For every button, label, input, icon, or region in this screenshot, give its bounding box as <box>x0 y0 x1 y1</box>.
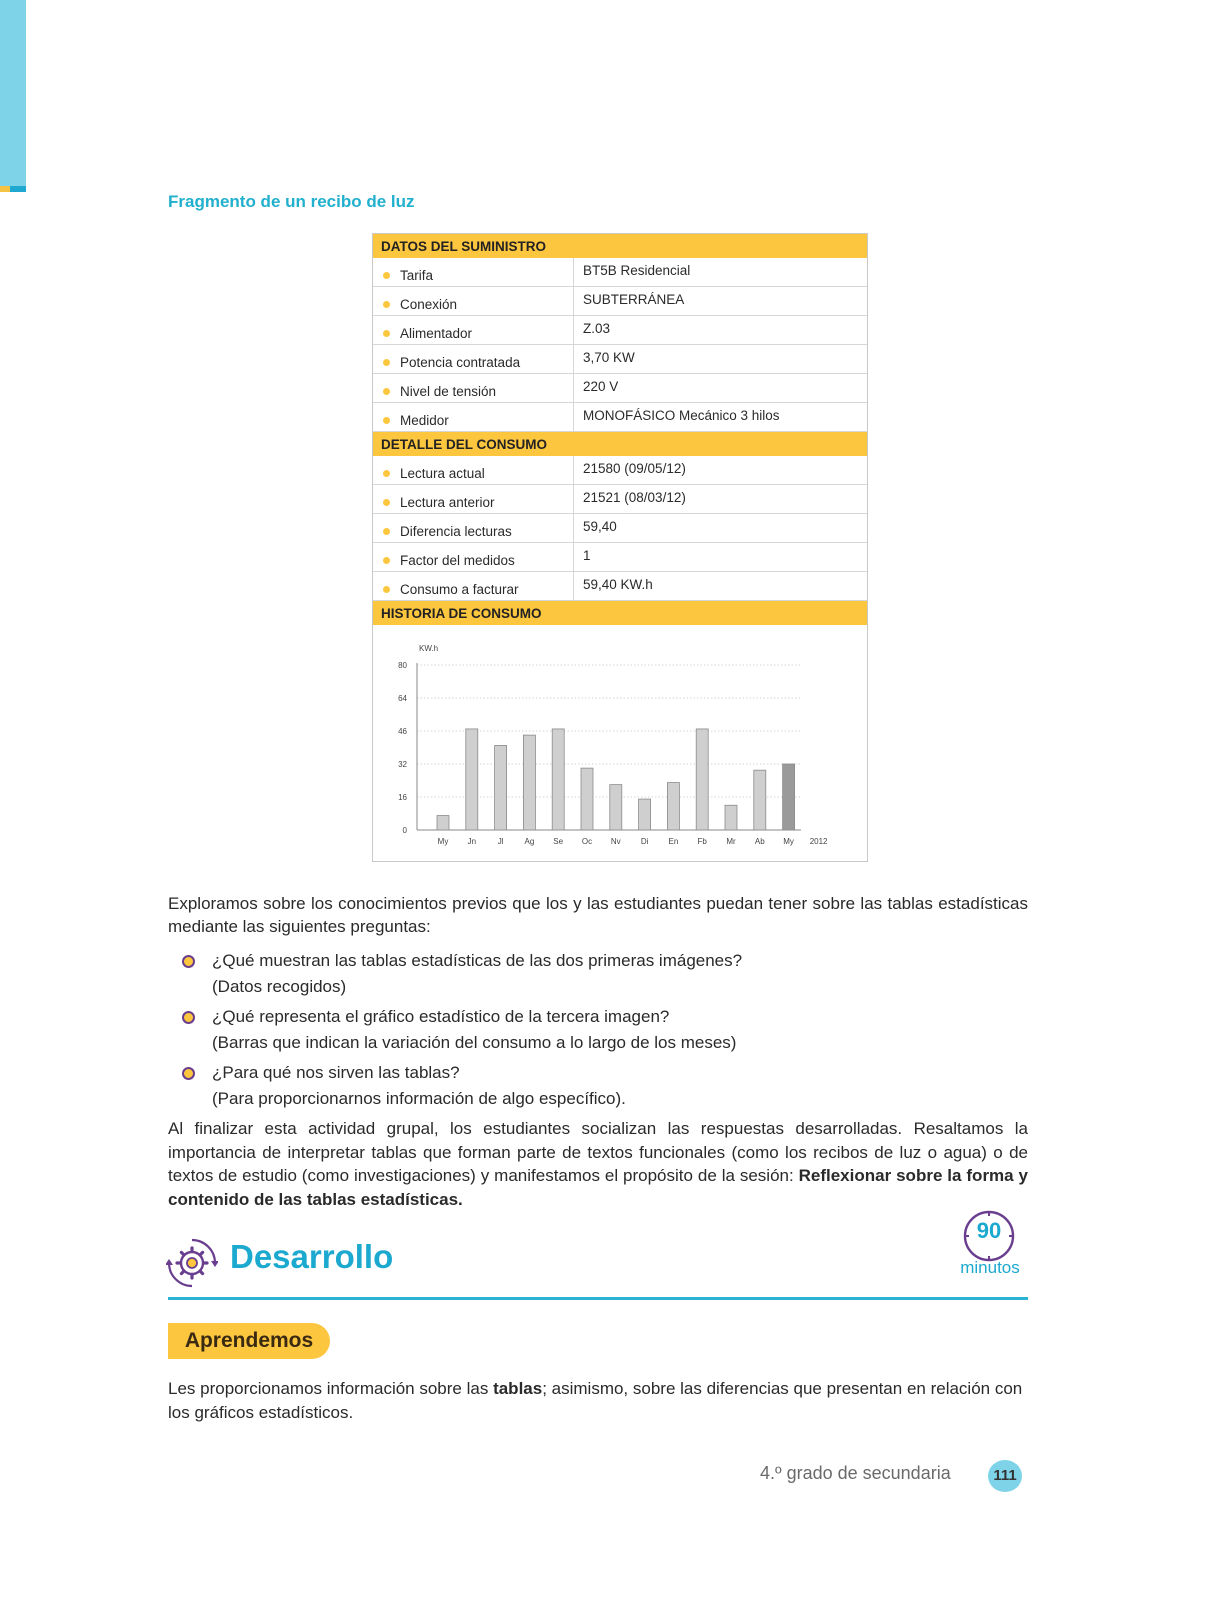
bar <box>437 816 449 830</box>
bar <box>667 783 679 830</box>
x-tick-label: Di <box>640 837 649 846</box>
supply-rows <box>373 258 867 432</box>
answer-text: (Para proporcionarnos información de algo específico). <box>212 1089 626 1108</box>
bar <box>696 729 708 830</box>
receipt-row <box>373 258 867 287</box>
receipt-row-value: 1 <box>583 548 591 563</box>
x-tick-label: En <box>668 837 679 846</box>
x-tick-label: Ag <box>524 837 535 846</box>
y-tick-label: 80 <box>398 661 407 670</box>
x-tick-label: Jn <box>467 837 477 846</box>
receipt-row-value: 59,40 <box>583 519 617 534</box>
y-tick-label: 64 <box>398 694 407 703</box>
bullet-icon <box>182 1067 195 1080</box>
receipt-row-value: BT5B Residencial <box>583 263 691 278</box>
timer-label: minutos <box>960 1258 1020 1277</box>
bar <box>552 729 564 830</box>
receipt-row <box>373 514 867 543</box>
receipt-label-text: Nivel de tensión <box>400 384 497 399</box>
receipt-row-value: 59,40 KW.h <box>583 577 653 592</box>
receipt-row <box>373 572 867 601</box>
bullet-icon <box>383 272 390 279</box>
receipt-row-label <box>373 287 574 315</box>
receipt-row <box>373 287 867 316</box>
y-tick-label: 32 <box>398 760 407 769</box>
question-item <box>180 1060 1020 1086</box>
receipt-row-label <box>373 345 574 373</box>
bar <box>610 785 622 830</box>
y-unit-label: KW.h <box>419 644 439 653</box>
consumption-history-chart <box>373 625 867 861</box>
section-divider <box>168 1297 1028 1300</box>
receipt-row-value: 21521 (08/03/12) <box>583 490 686 505</box>
receipt-row <box>373 543 867 572</box>
receipt-row-label <box>373 485 574 513</box>
receipt-label-text: Medidor <box>400 413 449 428</box>
x-tick-label: Jl <box>497 837 504 846</box>
page-number: 111 <box>988 1460 1022 1492</box>
electricity-receipt <box>372 233 868 862</box>
bar <box>523 735 535 830</box>
bar <box>495 745 507 830</box>
receipt-row-label <box>373 543 574 571</box>
receipt-row-label <box>373 572 574 600</box>
question-text: ¿Para qué nos sirven las tablas? <box>212 1063 460 1082</box>
aprendemos-text-2: ; asimismo, sobre las diferencias que presentan en relación con los gráficos estadísticos. <box>168 1379 1023 1422</box>
timer-minutes: 90 <box>976 1218 1002 1243</box>
gear-cycle-icon <box>166 1237 218 1289</box>
receipt-row-label <box>373 374 574 402</box>
receipt-row-label <box>373 258 574 286</box>
receipt-row-label <box>373 514 574 542</box>
bullet-icon <box>182 1011 195 1024</box>
bar <box>466 729 478 830</box>
x-tick-label: Fb <box>697 837 707 846</box>
bullet-icon <box>182 955 195 968</box>
receipt-row-value: 220 V <box>583 379 619 394</box>
intro-paragraph: Exploramos sobre los conocimientos previos que los y las estudiantes puedan tener sobre las tablas estadísticas mediante las siguientes preguntas: <box>168 894 1028 936</box>
y-tick-label: 16 <box>398 793 407 802</box>
answer-text: (Barras que indican la variación del consumo a lo largo de los meses) <box>212 1033 737 1052</box>
bullet-icon <box>383 586 390 593</box>
answer-text: (Datos recogidos) <box>212 977 347 996</box>
x-tick-label: My <box>783 837 794 846</box>
side-strip-accent-yellow <box>0 186 10 192</box>
y-tick-label: 46 <box>398 727 407 736</box>
closing-paragraph <box>168 1117 1028 1211</box>
section-header-history: HISTORIA DE CONSUMO <box>373 601 867 625</box>
section-header-supply: DATOS DEL SUMINISTRO <box>373 234 867 258</box>
receipt-row-label <box>373 316 574 344</box>
receipt-row-value: Z.03 <box>583 321 611 336</box>
receipt-row-label <box>373 456 574 484</box>
receipt-label-text: Lectura anterior <box>400 495 495 510</box>
receipt-label-text: Alimentador <box>400 326 473 341</box>
y-tick-label: 0 <box>402 826 407 835</box>
receipt-row <box>373 316 867 345</box>
bullet-icon <box>383 301 390 308</box>
receipt-row-value: SUBTERRÁNEA <box>583 292 685 307</box>
footer-grade: 4.º grado de secundaria <box>760 1463 951 1483</box>
closing-text: Al finalizar esta actividad grupal, los estudiantes socializan las respuestas desarrolladas. Resaltamos la importancia de interpretar tablas que forman parte de textos funcionales (como los recibos de luz o agua) o de textos de estudio (como investigaciones) y manifestamos el propósito de la sesión: <box>168 1119 1028 1185</box>
receipt-row-label <box>373 403 574 431</box>
bullet-icon <box>383 417 390 424</box>
bar-chart-svg <box>373 625 867 861</box>
receipt-label-text: Diferencia lecturas <box>400 524 512 539</box>
aprendemos-badge: Aprendemos <box>168 1323 330 1359</box>
fragment-title: Fragmento de un recibo de luz <box>168 192 415 211</box>
receipt-row-value: 21580 (09/05/12) <box>583 461 686 476</box>
receipt-row <box>373 456 867 485</box>
receipt-row <box>373 403 867 432</box>
question-text: ¿Qué muestran las tablas estadísticas de las dos primeras imágenes? <box>212 951 743 970</box>
receipt-row <box>373 374 867 403</box>
receipt-label-text: Consumo a facturar <box>400 582 519 597</box>
aprendemos-paragraph <box>168 1377 1028 1424</box>
x-tick-label: Nv <box>610 837 621 846</box>
receipt-label-text: Factor del medidos <box>400 553 515 568</box>
receipt-row <box>373 485 867 514</box>
receipt-label-text: Tarifa <box>400 268 434 283</box>
receipt-row <box>373 345 867 374</box>
bar <box>639 799 651 830</box>
receipt-row-value: 3,70 KW <box>583 350 635 365</box>
bar <box>581 768 593 830</box>
section-title: Desarrollo <box>230 1238 394 1275</box>
bullet-icon <box>383 470 390 477</box>
receipt-label-text: Conexión <box>400 297 458 312</box>
section-header-consumption: DETALLE DEL CONSUMO <box>373 432 867 456</box>
bar <box>725 805 737 830</box>
side-color-strip <box>0 0 26 186</box>
x-tick-label: Ab <box>754 837 765 846</box>
bullet-icon <box>383 388 390 395</box>
aprendemos-text-1: Les proporcionamos información sobre las <box>168 1379 494 1398</box>
bullet-icon <box>383 528 390 535</box>
receipt-label-text: Lectura actual <box>400 466 485 481</box>
bar <box>783 764 795 830</box>
bar <box>754 770 766 830</box>
session-purpose: Reflexionar sobre la forma y contenido de las tablas estadísticas. <box>168 1166 1028 1209</box>
aprendemos-bold: tablas <box>493 1379 543 1398</box>
question-list <box>180 948 1020 1116</box>
bullet-icon <box>383 557 390 564</box>
bullet-icon <box>383 499 390 506</box>
question-item <box>180 1004 1020 1030</box>
bullet-icon <box>383 330 390 337</box>
x-tick-label: Se <box>553 837 564 846</box>
x-tick-label: Mr <box>726 837 736 846</box>
receipt-row-value: MONOFÁSICO Mecánico 3 hilos <box>583 408 780 423</box>
x-tick-label: Oc <box>581 837 593 846</box>
x-tick-label: My <box>437 837 449 846</box>
receipt-label-text: Potencia contratada <box>400 355 521 370</box>
consumption-rows <box>373 456 867 601</box>
year-label: 2012 <box>809 837 828 846</box>
question-text: ¿Qué representa el gráfico estadístico de la tercera imagen? <box>212 1007 670 1026</box>
bullet-icon <box>383 359 390 366</box>
question-item <box>180 948 1020 974</box>
